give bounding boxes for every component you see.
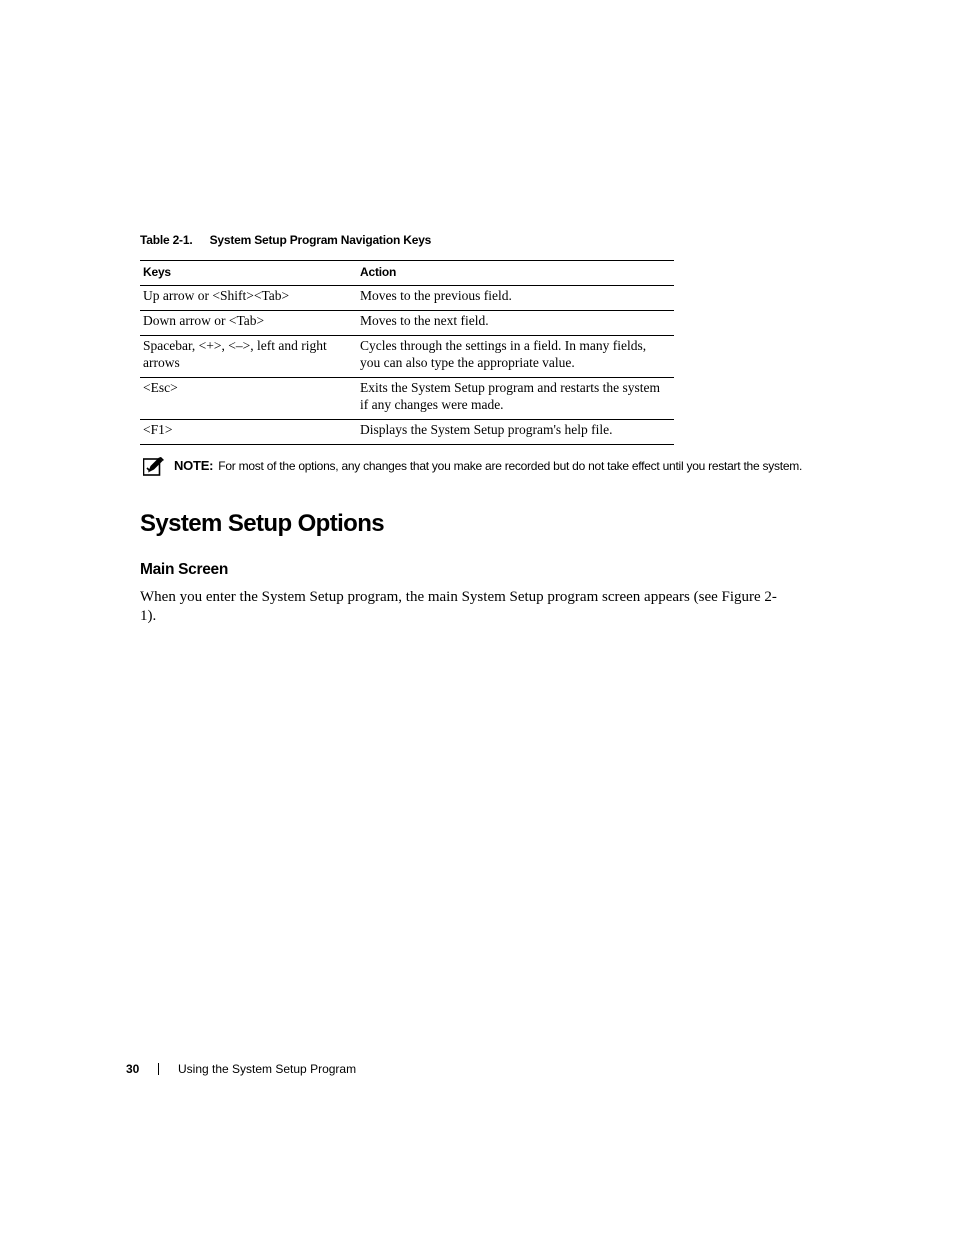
footer-divider	[158, 1063, 159, 1075]
table-row	[140, 286, 674, 311]
table-row	[140, 420, 674, 445]
note-text	[174, 457, 833, 475]
navigation-keys-table	[140, 260, 674, 445]
table-caption-number: Table 2-1.	[140, 233, 193, 247]
table-header-keys: Keys	[140, 261, 357, 286]
body-paragraph: When you enter the System Setup program, the main System Setup program screen appears (see Figure 2-1).	[140, 589, 777, 624]
table-header-action: Action	[357, 261, 674, 286]
table-cell-action: Displays the System Setup program's help file.	[357, 420, 674, 445]
subsection-title: Main Screen	[140, 561, 229, 578]
note-label: NOTE:	[174, 458, 214, 473]
note-pencil-icon	[143, 457, 165, 477]
table-header-row	[140, 261, 674, 286]
note-body: For most of the options, any changes that you make are recorded but do not take effect until you restart the system.	[218, 459, 803, 473]
table-row	[140, 336, 674, 378]
note-callout	[143, 457, 833, 475]
table-row	[140, 378, 674, 420]
table-cell-action: Cycles through the settings in a field. In many fields, you can also type the appropriate value.	[357, 336, 674, 378]
table-row	[140, 311, 674, 336]
footer-chapter-title: Using the System Setup Program	[178, 1062, 357, 1076]
table-cell-key: Up arrow or <Shift><Tab>	[140, 286, 357, 311]
table-cell-action: Exits the System Setup program and restarts the system if any changes were made.	[357, 378, 674, 420]
table-cell-key: <Esc>	[140, 378, 357, 420]
section-title: System Setup Options	[140, 510, 385, 537]
table-cell-key: Down arrow or <Tab>	[140, 311, 357, 336]
table-cell-key: Spacebar, <+>, <–>, left and right arrows	[140, 336, 357, 378]
table-cell-key: <F1>	[140, 420, 357, 445]
page-footer	[126, 1062, 356, 1076]
table-cell-action: Moves to the next field.	[357, 311, 674, 336]
table-caption-title: System Setup Program Navigation Keys	[209, 233, 432, 247]
page-number: 30	[126, 1062, 140, 1076]
table-caption	[140, 233, 431, 247]
table-cell-action: Moves to the previous field.	[357, 286, 674, 311]
